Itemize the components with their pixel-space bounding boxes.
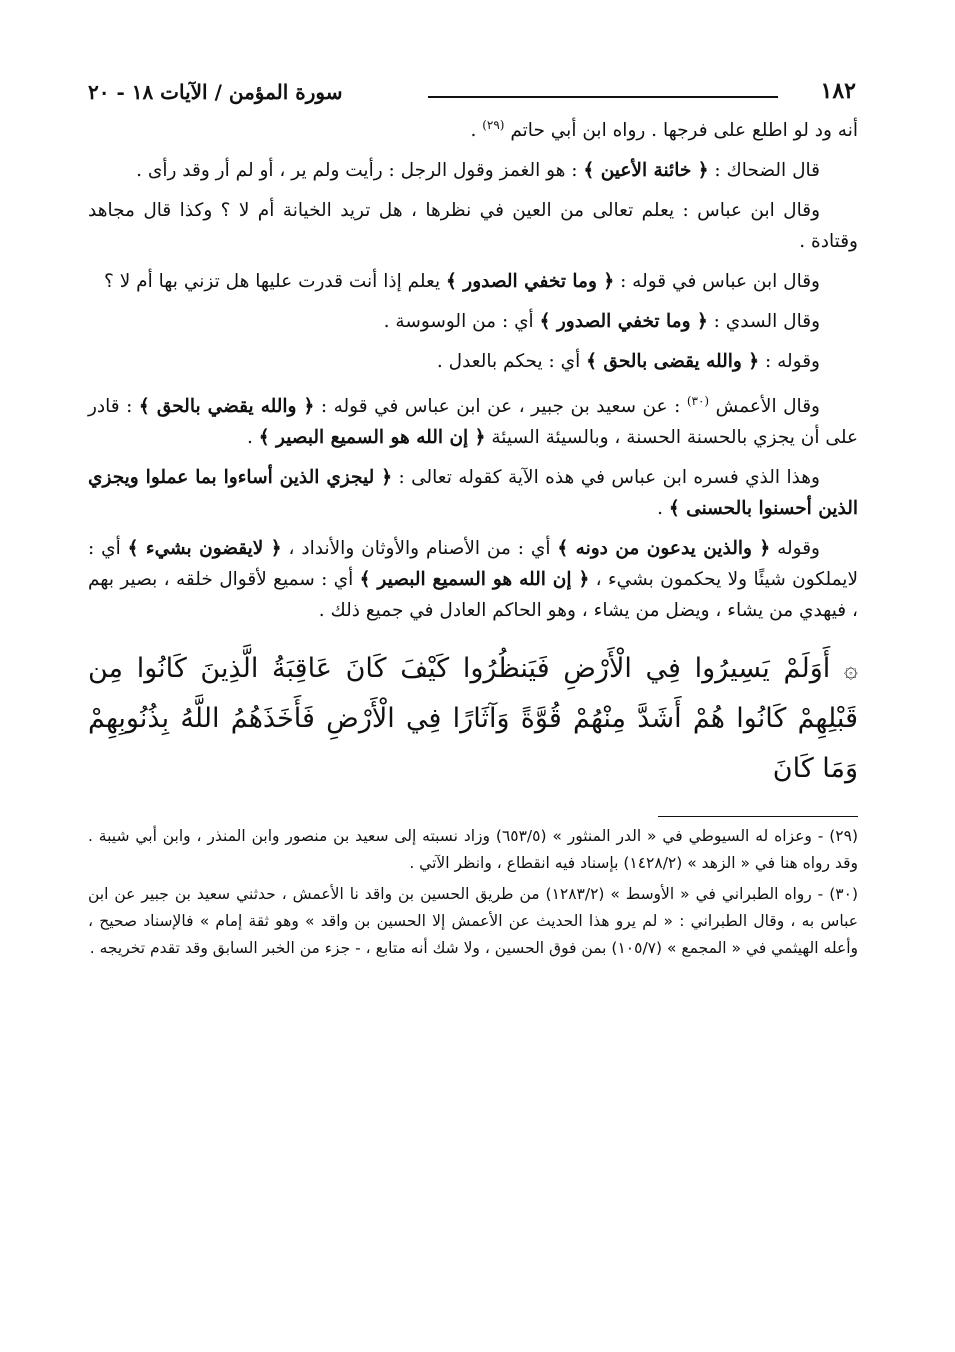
text-run: أي : يحكم بالعدل . (436, 351, 587, 373)
text-run: . (470, 120, 483, 142)
footnote-ref: (٣٠) (686, 394, 710, 409)
text-run: وقال السدي : (707, 311, 820, 333)
quran-quote: ﴿ وما تخفي الصدور ﴾ (539, 311, 708, 333)
quran-quote: ﴿ إن الله هو السميع البصير ﴾ (258, 427, 486, 449)
text-run: أي : سميع لأقوال خلقه ، بصير بهم ، فيهدي من يشاء ، ويضل من يشاء ، وهو الحاكم العادل في جميع ذلك . (88, 569, 858, 622)
book-page (88, 70, 858, 966)
paragraph (88, 266, 858, 297)
quran-quote: ﴿ إن الله هو السميع البصير ﴾ (359, 569, 590, 591)
text-run: أي : من الأصنام والأوثان والأنداد ، (281, 538, 558, 560)
paragraph (88, 195, 858, 257)
footnotes (88, 823, 858, 962)
text-run: . (657, 498, 669, 520)
quran-quote: ﴿ وما تخفي الصدور ﴾ (445, 271, 615, 293)
text-run: وقال الأعمش (709, 396, 820, 418)
paragraph (88, 533, 858, 626)
paragraph (88, 346, 858, 377)
footnote-separator (658, 816, 858, 817)
text-run: وقوله : (759, 351, 820, 373)
text-run: : هو الغمز وقول الرجل : رأيت ولم ير ، أو لم أر وقد رأى . (136, 160, 584, 182)
page-number: ١٨٢ (820, 78, 856, 104)
text-run: . (246, 427, 259, 449)
text-run: وهذا الذي فسره ابن عباس في هذه الآية كقوله تعالى : (392, 467, 820, 489)
header-rule (428, 96, 778, 98)
footnote-ref: (٢٩) (482, 118, 505, 132)
page-header (88, 70, 858, 110)
quran-quote: ﴿ والله يقضي بالحق ﴾ (138, 396, 315, 418)
text-run: أي : من الوسوسة . (383, 311, 540, 333)
text-run: وقال ابن عباس في قوله : (614, 271, 820, 293)
quran-quote: ﴿ والذين يدعون من دونه ﴾ (557, 538, 771, 560)
footnote-30: (٣٠) - رواه الطبراني في « الأوسط » (١٢٨٣/٢) من طريق الحسين بن واقد نا الأعمش ، حدثني سعيد بن جبير عن ابن عباس به ، وقال الطبراني : « لم يرو هذا الحديث عن الأعمش إلا الحسين بن واقد » وهو ثقة إمام » فالإسناد صحيح ، وأعله الهيثمي في « المجمع » (١٠٥/٧) بمن فوق الحسين ، ولا شك أنه متابع ، - جزء من الخبر السابق وقد تقدم تخريجه . (88, 885, 858, 958)
quran-quote: ﴿ والله يقضى بالحق ﴾ (586, 351, 760, 373)
paragraph (88, 386, 858, 453)
verse-text: أَوَلَمْ يَسِيرُوا فِي الْأَرْضِ فَيَنظُرُوا كَيْفَ كَانَ عَاقِبَةُ الَّذِينَ كَانُوا مِن قَبْلِهِمْ كَانُوا هُمْ أَشَدَّ مِنْهُمْ قُوَّةً وَآثَارًا فِي الْأَرْضِ فَأَخَذَهُمُ اللَّهُ بِذُنُوبِهِمْ وَمَا كَانَ (88, 653, 858, 785)
text-run: : عن سعيد بن جبير ، عن ابن عباس في قوله : (314, 396, 687, 418)
rub-el-hizb-icon: ۞ (843, 655, 858, 684)
footnote-29: (٢٩) - وعزاه له السيوطي في « الدر المنثور » (٦٥٣/٥) وزاد نسبته إلى سعيد بن منصور وابن المنذر ، وابن أبي شيبة . وقد رواه هنا في « الزهد » (١٤٢٨/٢) بإسناد فيه انقطاع ، وانظر الآتي . (88, 827, 858, 873)
quran-quote: ﴿ لايقضون بشيء ﴾ (127, 538, 282, 560)
text-run: يعلم إذا أنت قدرت عليها هل تزني بها أم لا ؟ (104, 271, 446, 293)
text-run: وقال ابن عباس : يعلم تعالى من العين في نظرها ، هل تريد الخيانة أم لا ؟ وكذا قال مجاهد وقتادة . (88, 200, 858, 253)
text-run: : قادر على أن يجزي بالحسنة الحسنة ، وبالسيئة السيئة (88, 396, 858, 449)
running-title: سورة المؤمن / الآيات ١٨ - ٢٠ (88, 80, 343, 104)
quran-quote: ﴿ خائنة الأعين ﴾ (583, 160, 709, 182)
text-run: قال الضحاك : (708, 160, 820, 182)
quran-verse (88, 644, 858, 794)
text-run: وقوله (770, 538, 820, 560)
text-run: أي : لايملكون شيئًا ولا يحكمون بشيء ، (88, 538, 858, 591)
paragraph (88, 110, 858, 146)
text-run: أنه ود لو اطلع على فرجها . رواه ابن أبي حاتم (504, 120, 858, 142)
main-text (88, 110, 858, 626)
paragraph (88, 155, 858, 186)
quran-quote: ﴿ ليجزي الذين أساءوا بما عملوا ويجزي الذين أحسنوا بالحسنى ﴾ (88, 467, 858, 520)
paragraph (88, 306, 858, 337)
paragraph (88, 462, 858, 524)
